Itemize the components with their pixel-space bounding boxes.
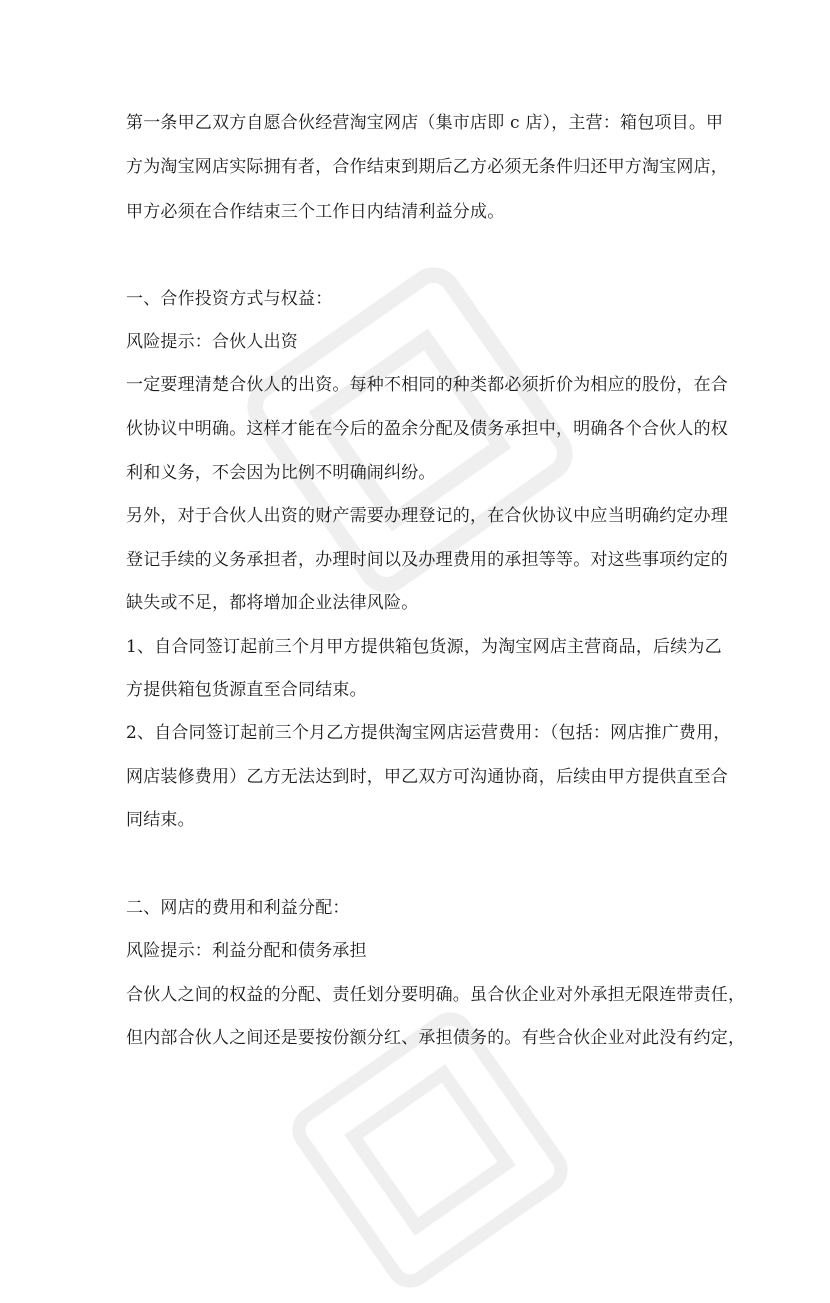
clause-1-line-1: 1、自合同签订起前三个月甲方提供箱包货源，为淘宝网店主营商品，后续为乙 [126, 637, 722, 657]
article-1-line-2: 方为淘宝网店实际拥有者，合作结束到期后乙方必须无条件归还甲方淘宝网店， [126, 157, 728, 177]
paragraph-line: 登记手续的义务承担者，办理时间以及办理费用的承担等等。对这些事项约定的 [126, 550, 728, 570]
paragraph-line: 利和义务，不会因为比例不明确闹纠纷。 [126, 463, 436, 483]
risk-tip-2: 风险提示：利益分配和债务承担 [126, 941, 367, 961]
paragraph-line: 但内部合伙人之间还是要按份额分红、承担债务的。有些合伙企业对此没有约定， [126, 1028, 746, 1048]
clause-2-line-3: 同结束。 [126, 810, 195, 830]
paragraph-line: 一定要理清楚合伙人的出资。每种不相同的种类都必须折价为相应的股份，在合 [126, 375, 728, 395]
clause-2-line-2: 网店装修费用）乙方无法达到时，甲乙双方可沟通协商，后续由甲方提供直至合 [126, 767, 728, 787]
article-1-line-1: 第一条甲乙双方自愿合伙经营淘宝网店（集市店即 c 店），主营：箱包项目。甲 [126, 113, 724, 133]
clause-2-line-1: 2、自合同签订起前三个月乙方提供淘宝网店运营费用：（包括：网店推广费用， [126, 723, 731, 743]
paragraph-line: 另外，对于合伙人出资的财产需要办理登记的，在合伙协议中应当明确约定办理 [126, 506, 728, 526]
paragraph-line: 伙协议中明确。这样才能在今后的盈余分配及债务承担中，明确各个合伙人的权 [126, 419, 728, 439]
section-2-heading: 二、网店的费用和利益分配： [126, 898, 350, 918]
paragraph-line: 合伙人之间的权益的分配、责任划分要明确。虽合伙企业对外承担无限连带责任， [126, 985, 746, 1005]
section-1-heading: 一、合作投资方式与权益： [126, 289, 333, 309]
paragraph-line: 缺失或不足，都将增加企业法律风险。 [126, 593, 419, 613]
risk-tip-1: 风险提示：合伙人出资 [126, 332, 298, 352]
clause-1-line-2: 方提供箱包货源直至合同结束。 [126, 680, 367, 700]
article-1-line-3: 甲方必须在合作结束三个工作日内结清利益分成。 [126, 202, 505, 222]
